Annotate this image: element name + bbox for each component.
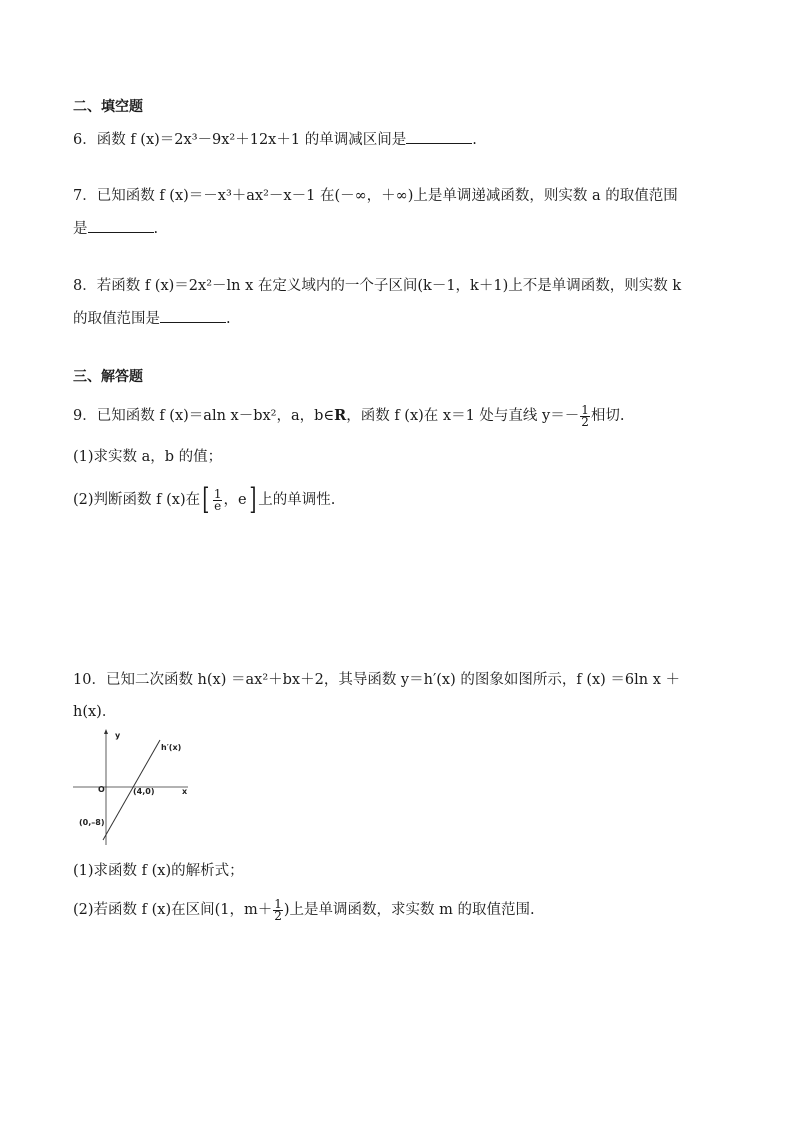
answer-blank bbox=[406, 129, 472, 144]
fraction-one-half: $\frac{1}{2}$ bbox=[581, 402, 589, 429]
question-8-line-1: 8．若函数 f (x)＝2x²－ln x 在定义域内的一个子区间(k－1，k＋1)上不是单调函数，则实数 k bbox=[73, 278, 682, 294]
left-bracket: [ bbox=[202, 482, 210, 517]
question-10-line-2: h(x)． bbox=[73, 704, 117, 720]
answer-blank bbox=[160, 308, 226, 323]
question-10-part-2: (2)若函数 f (x)在区间(1，m＋ $\frac{1}{2}$ )上是单调函数，求实数 m 的取值范围. bbox=[73, 896, 535, 923]
y-axis-label: y bbox=[115, 731, 121, 740]
question-7-line-1: 7．已知函数 f (x)＝－x³＋ax²－x－1 在(－∞，＋∞)上是单调递减函数，则实数 a 的取值范围 bbox=[73, 188, 678, 204]
answer-blank bbox=[88, 218, 154, 233]
question-9-part-2: (2)判断函数 f (x)在[ $\frac{1}{e}$ ，e] 上的单调性. bbox=[73, 482, 336, 517]
section-heading-solutions: 三、解答题 bbox=[73, 369, 143, 385]
curve-label: h′(x) bbox=[161, 743, 182, 752]
right-bracket: ] bbox=[248, 482, 256, 517]
question-6: 6．函数 f (x)＝2x³－9x²＋12x＋1 的单调减区间是 . bbox=[73, 129, 477, 150]
fraction-one-over-e: $\frac{1}{e}$ bbox=[213, 486, 222, 513]
question-10-line-1: 10．已知二次函数 h(x) ＝ax²＋bx＋2，其导函数 y＝h′(x) 的图象如图所示，f (x) ＝6ln x ＋ bbox=[73, 672, 681, 688]
origin-label: O bbox=[98, 785, 105, 794]
point-x-intercept-label: (4,0) bbox=[133, 787, 155, 796]
question-9-stem: 9．已知函数 f (x)＝aln x－bx²，a，b∈R，函数 f (x)在 x＝1 处与直线 y＝－ $\frac{1}{2}$ 相切. bbox=[73, 402, 625, 429]
question-9-part-1: (1)求实数 a，b 的值； bbox=[73, 449, 223, 465]
question-10-part-1: (1)求函数 f (x)的解析式； bbox=[73, 863, 244, 879]
question-7-line-2: 是 . bbox=[73, 218, 158, 239]
point-y-intercept-label: (0,–8) bbox=[79, 818, 105, 827]
question-6-text: 6．函数 f (x)＝2x³－9x²＋12x＋1 的单调减区间是 bbox=[73, 132, 407, 148]
section-heading-fill-in: 二、填空题 bbox=[73, 99, 143, 115]
y-axis-arrow bbox=[104, 729, 108, 734]
derivative-graph bbox=[70, 728, 198, 846]
fraction-one-half: $\frac{1}{2}$ bbox=[274, 896, 282, 923]
x-axis-label: x bbox=[182, 787, 188, 796]
question-8-line-2: 的取值范围是 . bbox=[73, 308, 231, 329]
